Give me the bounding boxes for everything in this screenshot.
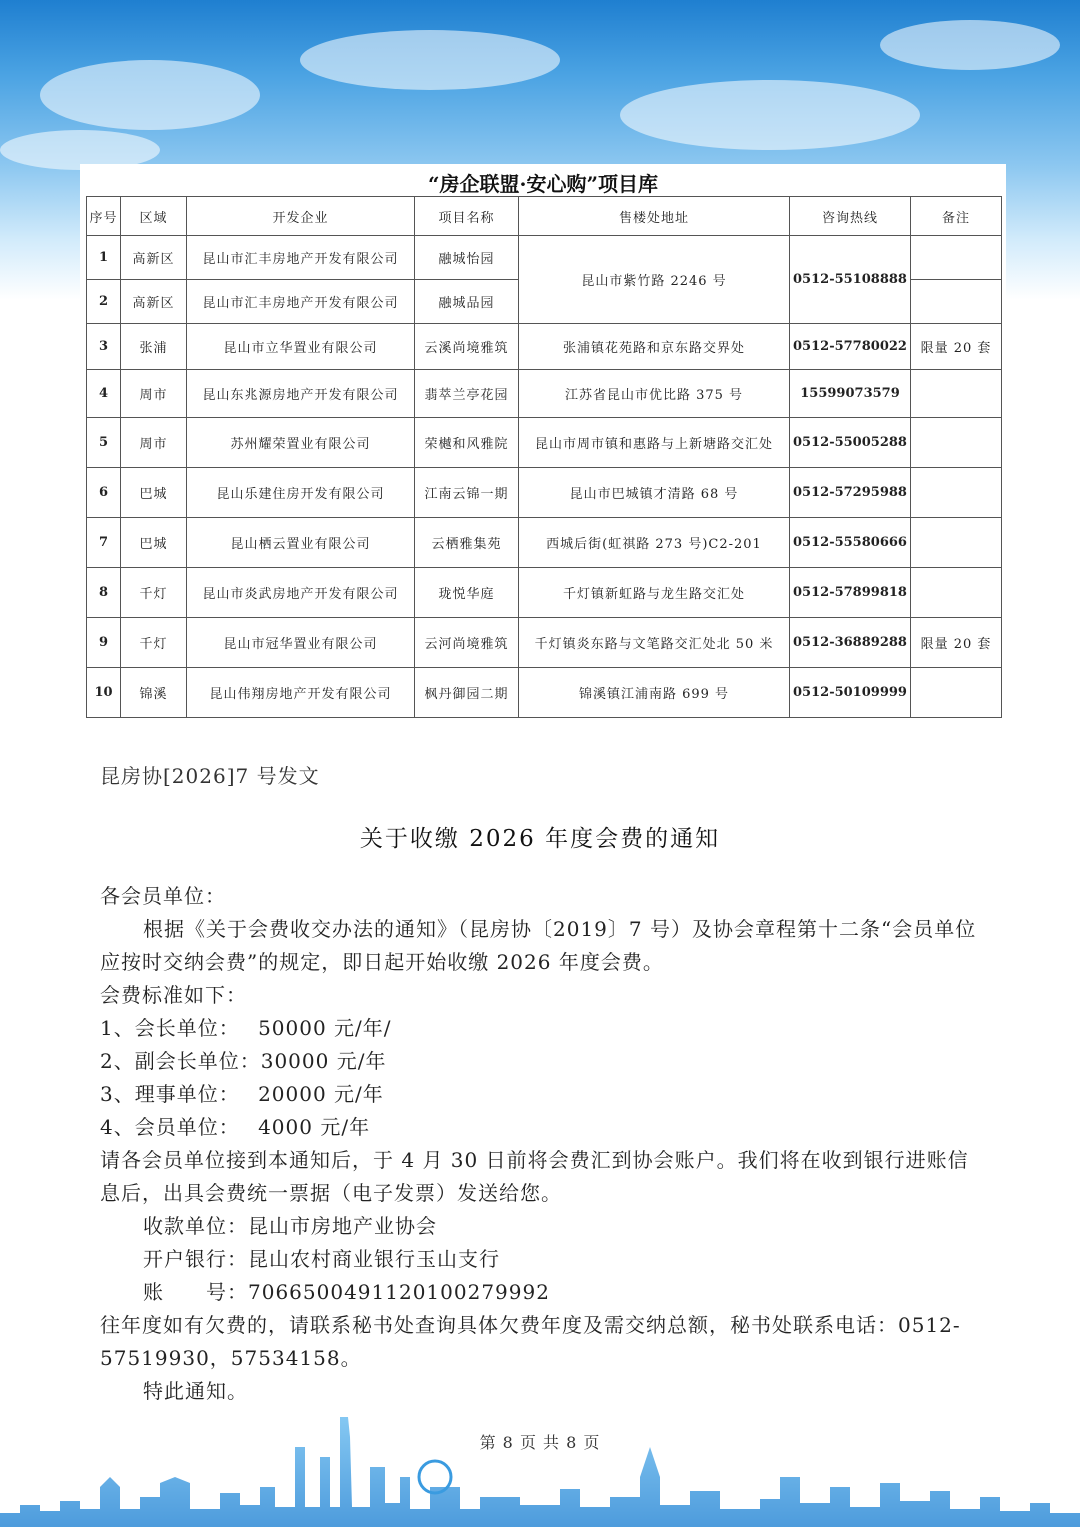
cell-no: 7: [87, 518, 121, 568]
paragraph-basis: 根据《关于会费收交办法的通知》（昆房协〔2019〕7 号）及协会章程第十二条“会员单位应按时交纳会费”的规定，即日起开始收缴 2026 年度会费。: [100, 917, 977, 974]
project-table-panel: [80, 164, 1006, 720]
cell-project: 珑悦华庭: [415, 568, 519, 618]
table-row: [87, 668, 1002, 718]
fee-item: 4、会员单位： 4000 元/年: [100, 1115, 371, 1139]
cell-no: 4: [87, 370, 121, 418]
cell-note: 限量 20 套: [911, 324, 1002, 370]
cell-no: 9: [87, 618, 121, 668]
cell-project: 云河尚境雅筑: [415, 618, 519, 668]
cell-project: 融城品园: [415, 280, 519, 324]
table-row: [87, 518, 1002, 568]
cell-project: 融城怡园: [415, 236, 519, 280]
cell-area: 周市: [121, 370, 187, 418]
col-header-area: 区域: [121, 197, 187, 236]
cell-developer: 昆山市冠华置业有限公司: [187, 618, 415, 668]
cell-note: [911, 236, 1002, 280]
cell-developer: 昆山栖云置业有限公司: [187, 518, 415, 568]
fee-item: 1、会长单位： 50000 元/年/: [100, 1016, 392, 1040]
table-header-row: [87, 197, 1002, 236]
cell-no: 1: [87, 236, 121, 280]
table-row: [87, 324, 1002, 370]
col-header-no: 序号: [87, 197, 121, 236]
cell-note: [911, 518, 1002, 568]
cell-project: 云栖雅集苑: [415, 518, 519, 568]
cell-developer: 昆山东兆源房地产开发有限公司: [187, 370, 415, 418]
salutation: 各会员单位：: [100, 884, 226, 908]
cell-no: 6: [87, 468, 121, 518]
cell-no: 5: [87, 418, 121, 468]
cell-area: 千灯: [121, 618, 187, 668]
table-row: [87, 568, 1002, 618]
cell-hotline: 0512-36889288: [790, 618, 911, 668]
table-row: [87, 236, 1002, 280]
city-skyline-illustration: [0, 1417, 1080, 1527]
col-header-address: 售楼处地址: [519, 197, 790, 236]
paragraph-payment: 请各会员单位接到本通知后，于 4 月 30 日前将会费汇到协会账户。我们将在收到银行进账信息后，出具会费统一票据（电子发票）发送给您。: [100, 1148, 969, 1205]
col-header-project: 项目名称: [415, 197, 519, 236]
cell-no: 10: [87, 668, 121, 718]
cell-project: 翡萃兰亭花园: [415, 370, 519, 418]
cell-address: 昆山市紫竹路 2246 号: [519, 236, 790, 324]
cell-area: 锦溪: [121, 668, 187, 718]
cloud: [40, 60, 260, 130]
cell-area: 高新区: [121, 236, 187, 280]
table-row: [87, 370, 1002, 418]
cell-hotline: 0512-50109999: [790, 668, 911, 718]
table-row: [87, 468, 1002, 518]
cell-developer: 昆山市炎武房地产开发有限公司: [187, 568, 415, 618]
cell-address: 昆山市巴城镇才清路 68 号: [519, 468, 790, 518]
cell-hotline: 0512-57780022: [790, 324, 911, 370]
cell-note: [911, 468, 1002, 518]
table-row: [87, 618, 1002, 668]
cell-developer: 昆山乐建住房开发有限公司: [187, 468, 415, 518]
document-number: 昆房协[2026]7 号发文: [100, 764, 320, 788]
cell-area: 高新区: [121, 280, 187, 324]
cell-project: 云溪尚境雅筑: [415, 324, 519, 370]
bank: 开户银行：昆山农村商业银行玉山支行: [143, 1247, 500, 1271]
cell-no: 2: [87, 280, 121, 324]
cell-project: 江南云锦一期: [415, 468, 519, 518]
cell-developer: 昆山伟翔房地产开发有限公司: [187, 668, 415, 718]
cell-hotline: 15599073579: [790, 370, 911, 418]
col-header-developer: 开发企业: [187, 197, 415, 236]
cell-note: [911, 280, 1002, 324]
cell-project: 荣樾和风雅院: [415, 418, 519, 468]
col-header-note: 备注: [911, 197, 1002, 236]
cell-note: [911, 668, 1002, 718]
cell-address: 江苏省昆山市优比路 375 号: [519, 370, 790, 418]
cell-hotline: 0512-55108888: [790, 236, 911, 324]
project-table: [86, 196, 1002, 718]
fee-item: 2、副会长单位：30000 元/年: [100, 1049, 387, 1073]
col-header-hotline: 咨询热线: [790, 197, 911, 236]
cell-no: 8: [87, 568, 121, 618]
cell-address: 昆山市周市镇和惠路与上新塘路交汇处: [519, 418, 790, 468]
cell-developer: 苏州耀荣置业有限公司: [187, 418, 415, 468]
cell-note: [911, 568, 1002, 618]
account-number: 账 号：706650049112010027999​2: [143, 1280, 550, 1304]
cloud: [620, 80, 920, 150]
notice-title: 关于收缴 2026 年度会费的通知: [359, 826, 721, 852]
cell-area: 巴城: [121, 518, 187, 568]
cell-area: 周市: [121, 418, 187, 468]
fee-standard-heading: 会费标准如下：: [100, 983, 247, 1007]
cell-area: 千灯: [121, 568, 187, 618]
cell-address: 西城后街(虹祺路 273 号)C2-201: [519, 518, 790, 568]
cell-developer: 昆山市汇丰房地产开发有限公司: [187, 280, 415, 324]
table-title: “房企联盟·安心购”项目库: [428, 172, 658, 196]
cell-address: 千灯镇新虹路与龙生路交汇处: [519, 568, 790, 618]
payee: 收款单位：昆山市房地产业协会: [143, 1214, 437, 1238]
cell-developer: 昆山市立华置业有限公司: [187, 324, 415, 370]
cloud: [300, 30, 560, 90]
skyline-silhouette: [0, 1417, 1080, 1527]
notice-body: [100, 880, 980, 1408]
fee-item: 3、理事单位： 20000 元/年: [100, 1082, 384, 1106]
cell-no: 3: [87, 324, 121, 370]
cell-address: 千灯镇炎东路与文笔路交汇处北 50 米: [519, 618, 790, 668]
paragraph-arrears: 往年度如有欠费的，请联系秘书处查询具体欠费年度及需交纳总额，秘书处联系电话：0512-57519930，57534158。: [100, 1313, 961, 1370]
cell-address: 锦溪镇江浦南路 699 号: [519, 668, 790, 718]
cell-address: 张浦镇花苑路和京东路交界处: [519, 324, 790, 370]
closing: 特此通知。: [143, 1379, 248, 1403]
page-footer: 第 8 页 共 8 页: [479, 1433, 601, 1452]
cell-hotline: 0512-57899818: [790, 568, 911, 618]
cell-note: 限量 20 套: [911, 618, 1002, 668]
cell-area: 巴城: [121, 468, 187, 518]
cell-developer: 昆山市汇丰房地产开发有限公司: [187, 236, 415, 280]
cell-hotline: 0512-55580666: [790, 518, 911, 568]
cell-note: [911, 418, 1002, 468]
cell-hotline: 0512-57295988: [790, 468, 911, 518]
cell-hotline: 0512-55005288: [790, 418, 911, 468]
cell-area: 张浦: [121, 324, 187, 370]
cell-project: 枫丹御园二期: [415, 668, 519, 718]
table-row: [87, 418, 1002, 468]
cell-note: [911, 370, 1002, 418]
cloud: [880, 20, 1060, 70]
